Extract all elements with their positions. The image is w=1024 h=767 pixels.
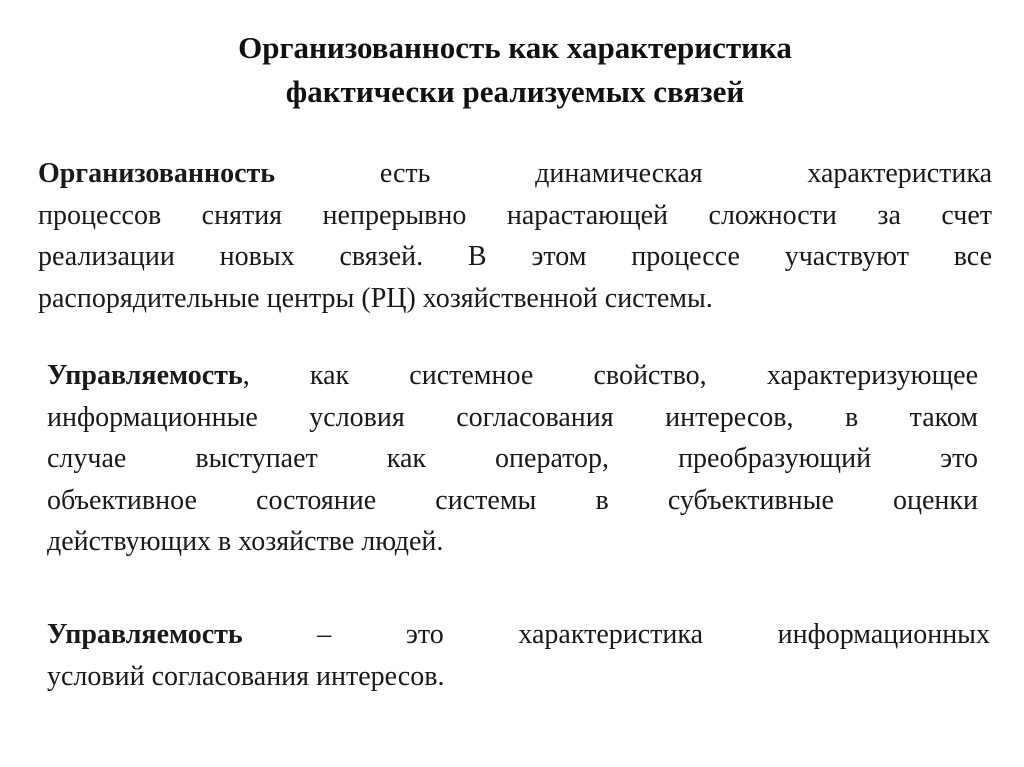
slide-title-line-2: фактически реализуемых связей — [285, 74, 745, 109]
paragraph-line: процессов снятия непрерывно нарастающей сложности за счет — [38, 199, 992, 231]
paragraph-manageability-definition — [47, 614, 990, 697]
paragraph-line: объективное состояние системы в субъективные оценки — [47, 484, 978, 516]
paragraph-organization — [38, 153, 992, 319]
paragraph-line: случае выступает как оператор, преобразующий это — [47, 443, 978, 474]
paragraph-line — [38, 153, 992, 195]
paragraph-manageability — [47, 355, 978, 563]
paragraph-line — [47, 355, 978, 397]
paragraph-line — [47, 614, 990, 656]
paragraph-text: есть динамическая характеристика — [379, 158, 992, 189]
term-organization: Организованность — [38, 158, 276, 189]
paragraph-line: информационные условия согласования интересов, в таком — [47, 401, 978, 433]
paragraph-text: , как системное свойство, характеризующее — [242, 360, 978, 391]
slide-title — [120, 26, 910, 114]
paragraph-text: – это характеристика информационных — [242, 619, 990, 650]
paragraph-line: условий согласования интересов. — [47, 660, 445, 692]
slide-title-line-1: Организованность как характеристика — [238, 30, 792, 65]
term-manageability: Управляемость — [47, 619, 243, 650]
paragraph-line: распорядительные центры (РЦ) хозяйственной системы. — [38, 282, 713, 314]
paragraph-line: реализации новых связей. В этом процессе участвуют все — [38, 241, 992, 272]
paragraph-line: действующих в хозяйстве людей. — [47, 526, 444, 557]
term-manageability: Управляемость — [47, 360, 243, 391]
